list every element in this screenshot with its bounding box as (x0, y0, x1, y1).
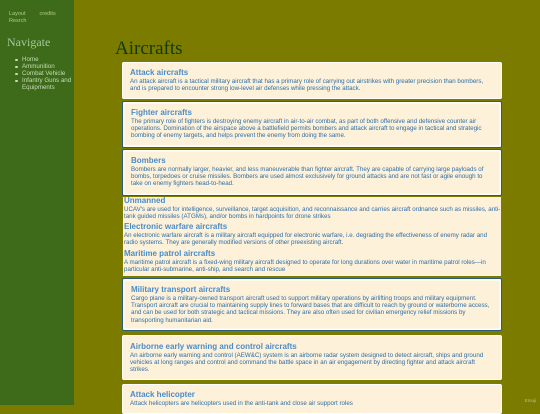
section-attack-aircrafts (122, 62, 502, 99)
section-body: Bombers are normally larger, heavier, and less maneuverable than fighter aircraft. They are capable of carrying large payloads of bombs, torpedoes or cruise missiles. Bombers are used almost exclusively for ground attacks and are not fast or agile enough to take on enemy fighters head-to-head. (131, 166, 484, 188)
nav-title: Navigate (7, 35, 51, 49)
section-airborne-early-warning (122, 335, 502, 380)
section-title: Electronic warfare aircrafts (124, 222, 228, 231)
section-body: Cargo plane is a military-owned transport aircraft used to support military operations by airlifting troops and military equipment. Transport aircraft are crucial to maintaining supply lines to forward bases that are difficult to reach by ground or waterborne access, and can be used for both strategic and tactical missions. They are also often used for civilian emergency relief missions by transporting humanitarian aid. (131, 295, 490, 324)
section-body: UCAV's are used for intelligence, surveillance, target acquisition, and reconnaissance and carries aircraft ordnance such as missiles, anti-tank guided missiles (ATGMs), and/or bombs in hardpoints for drone strikes (124, 205, 501, 220)
nav-item-ammunition[interactable]: Ammunition (14, 63, 72, 70)
section-body: An airborne early warning and control (AEW&C) system is an airborne radar system designed to detect aircraft, ships and ground vehicles at long ranges and control and command the battle space in an air engagement by directing fighter and attack aircraft strikes. (130, 352, 484, 374)
nav-item-home[interactable]: Home (14, 56, 72, 63)
nav-list (14, 56, 72, 91)
section-body: Attack helicopters are helicopters used in the anti-tank and close air support roles (130, 400, 353, 407)
flat-sections (123, 197, 501, 276)
section-title: Unmanned (124, 196, 166, 205)
section-body: An electronic warfare aircraft is a military aircraft equipped for electronic warfare, i.e. degrading the effectiveness of enemy radar and radio systems. They are generally modified versions of other preexisting aircraft. (124, 231, 488, 246)
credits-link[interactable]: credits (39, 11, 56, 17)
section-military-transport (122, 278, 502, 331)
section-title: Attack aircrafts (130, 68, 189, 77)
corner-label: Emoji (524, 398, 536, 403)
section-title: Military transport aircrafts (131, 285, 231, 294)
section-electronic-warfare (124, 223, 502, 246)
section-maritime-patrol (124, 250, 502, 273)
section-title: Airborne early warning and control aircrafts (130, 342, 297, 351)
layout-link[interactable]: Layout (9, 11, 26, 17)
research-link[interactable]: Resrch (9, 17, 27, 24)
section-fighter-aircrafts (122, 101, 502, 148)
section-attack-helicopter (122, 384, 502, 414)
section-body: A maritime patrol aircraft is a fixed-wing military aircraft designed to operate for long durations over water in maritime patrol roles—in particular anti-submarine, anti-ship, and search and rescue (124, 258, 486, 273)
section-body: The primary role of fighters is destroying enemy aircraft in air-to-air combat, as part of both offensive and defensive counter air operations. Domination of the airspace above a battlefield permits bombers and attack aircraft to engage in tactical and strategic bombing of enemy targets, and helps prevent the enemy from doing the same. (131, 118, 482, 140)
top-links (9, 11, 70, 24)
section-title: Maritime patrol aircrafts (124, 249, 216, 258)
section-unmanned (124, 197, 502, 220)
section-body: An attack aircraft is a tactical military aircraft that has a primary role of carrying out airstrikes with greater precision than bombers, and is prepared to encounter strong low-level air defenses while pressing the attack. (130, 78, 484, 93)
sidebar (0, 0, 74, 405)
nav-item-infantry[interactable]: Infantry Guns and Equipments (14, 77, 72, 91)
page-title: Aircrafts (115, 38, 183, 59)
section-title: Bombers (131, 156, 166, 165)
nav-item-combat-vehicle[interactable]: Combat Vehicle (14, 70, 72, 77)
section-bombers (122, 149, 502, 196)
section-title: Fighter aircrafts (131, 108, 192, 117)
section-title: Attack helicopter (130, 390, 195, 399)
